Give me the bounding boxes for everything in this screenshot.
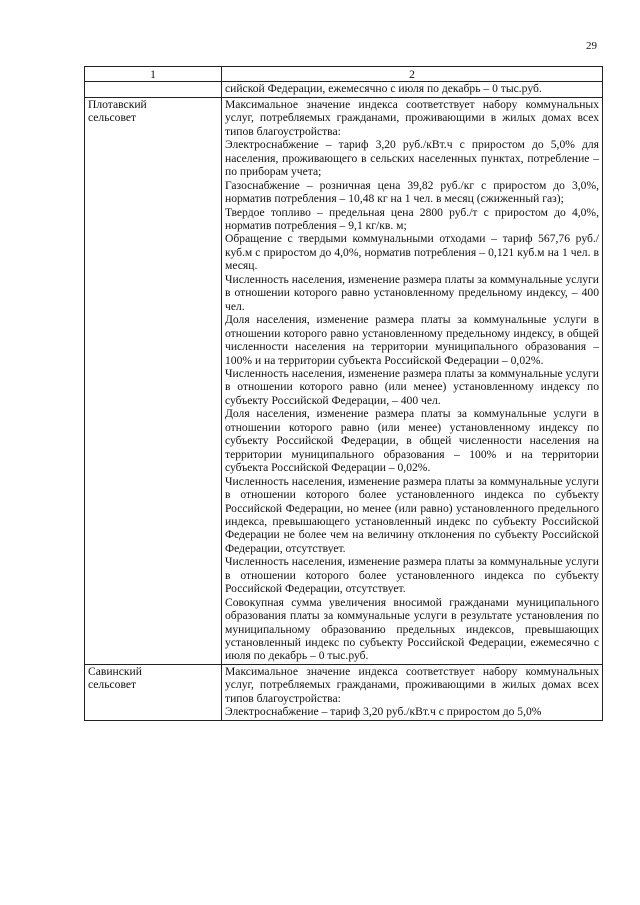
paragraph: Численность населения, изменение размера платы за коммунальные услуги в отношении которого более установленного индекса по субъекту Российской Федерации, отсутствует.	[225, 555, 599, 596]
column-header-1: 1	[85, 67, 222, 82]
description-cell	[222, 82, 603, 97]
table-row	[85, 97, 603, 664]
territory-name-line: сельсовет	[88, 111, 137, 125]
paragraph: Численность населения, изменение размера платы за коммунальные услуги в отношении которого равно установленному предельному индексу, – 400 чел.	[225, 272, 599, 313]
territory-name-line: Савинский	[88, 664, 142, 678]
table-row	[85, 664, 603, 720]
table-header-row	[85, 67, 603, 82]
description-cell	[222, 664, 603, 720]
paragraph: Обращение с твердыми коммунальными отходами – тариф 567,76 руб./куб.м с приростом до 4,0%, норматив потребления – 0,121 куб.м на 1 чел. в месяц.	[225, 232, 599, 273]
territory-name-line: сельсовет	[88, 678, 137, 692]
paragraph: Доля населения, изменение размера платы за коммунальные услуги в отношении которого равно установленному предельному индексу, в общей численности населения на территории муниципального образования – 100% и на территории субъекта Российской Федерации – 0,02%.	[225, 313, 599, 367]
paragraph: Твердое топливо – предельная цена 2800 руб./т с приростом до 4,0%, норматив потребления – 9,1 кг/кв. м;	[225, 205, 599, 232]
territory-cell	[85, 82, 222, 97]
territory-cell	[85, 97, 222, 664]
paragraph: Максимальное значение индекса соответствует набору коммунальных услуг, потребляемых гражданами, проживающими в жилых домах всех типов благоустройства:	[225, 664, 599, 705]
paragraph: Доля населения, изменение размера платы за коммунальные услуги в отношении которого равно (или менее) установленному индексу по субъекту Российской Федерации, в общей численности населения на территории муниципального образования – 100% и на территории субъекта Российской Федерации – 0,02%.	[225, 407, 599, 475]
paragraph: Численность населения, изменение размера платы за коммунальные услуги в отношении которого равно (или менее) установленному индексу по субъекту Российской Федерации, – 400 чел.	[225, 366, 599, 407]
paragraph: Электроснабжение – тариф 3,20 руб./кВт.ч с приростом до 5,0%	[225, 705, 542, 719]
page-number: 29	[586, 40, 597, 52]
paragraph: Газоснабжение – розничная цена 39,82 руб./кг с приростом до 3,0%, норматив потребления – 10,48 кг на 1 чел. в месяц (сжиженный газ);	[225, 178, 599, 206]
description-cell	[222, 97, 603, 664]
paragraph: Электроснабжение – тариф 3,20 руб./кВт.ч с приростом до 5,0% для населения, проживающего в сельских населенных пунктах, потребление – по приборам учета;	[225, 138, 599, 179]
paragraph: Совокупная сумма увеличения вносимой гражданами муниципального образования платы за коммунальные услуги в результате установления по муниципальному образованию предельных индексов, превышающих установленный индекс по субъекту Российской Федерации, ежемесячно с июля по декабрь – 0 тыс.руб.	[225, 595, 599, 663]
paragraph: Максимальное значение индекса соответствует набору коммунальных услуг, потребляемых гражданами, проживающими в жилых домах всех типов благоустройства:	[225, 97, 599, 138]
table-row	[85, 82, 603, 97]
paragraph: Численность населения, изменение размера платы за коммунальные услуги в отношении которого более установленного индекса по субъекту Российской Федерации, но менее (или равно) установленного предельного индекса, превышающего установленный индекс по субъекту Российской Федерации не более чем на величину отклонения по субъекту Российской Федерации, отсутствует.	[225, 474, 599, 555]
tariff-table	[84, 66, 603, 721]
continuation-paragraph: сийской Федерации, ежемесячно с июля по декабрь – 0 тыс.руб.	[225, 82, 542, 96]
territory-name-line: Плотавский	[88, 97, 147, 111]
column-header-2: 2	[222, 67, 603, 82]
territory-cell	[85, 664, 222, 720]
